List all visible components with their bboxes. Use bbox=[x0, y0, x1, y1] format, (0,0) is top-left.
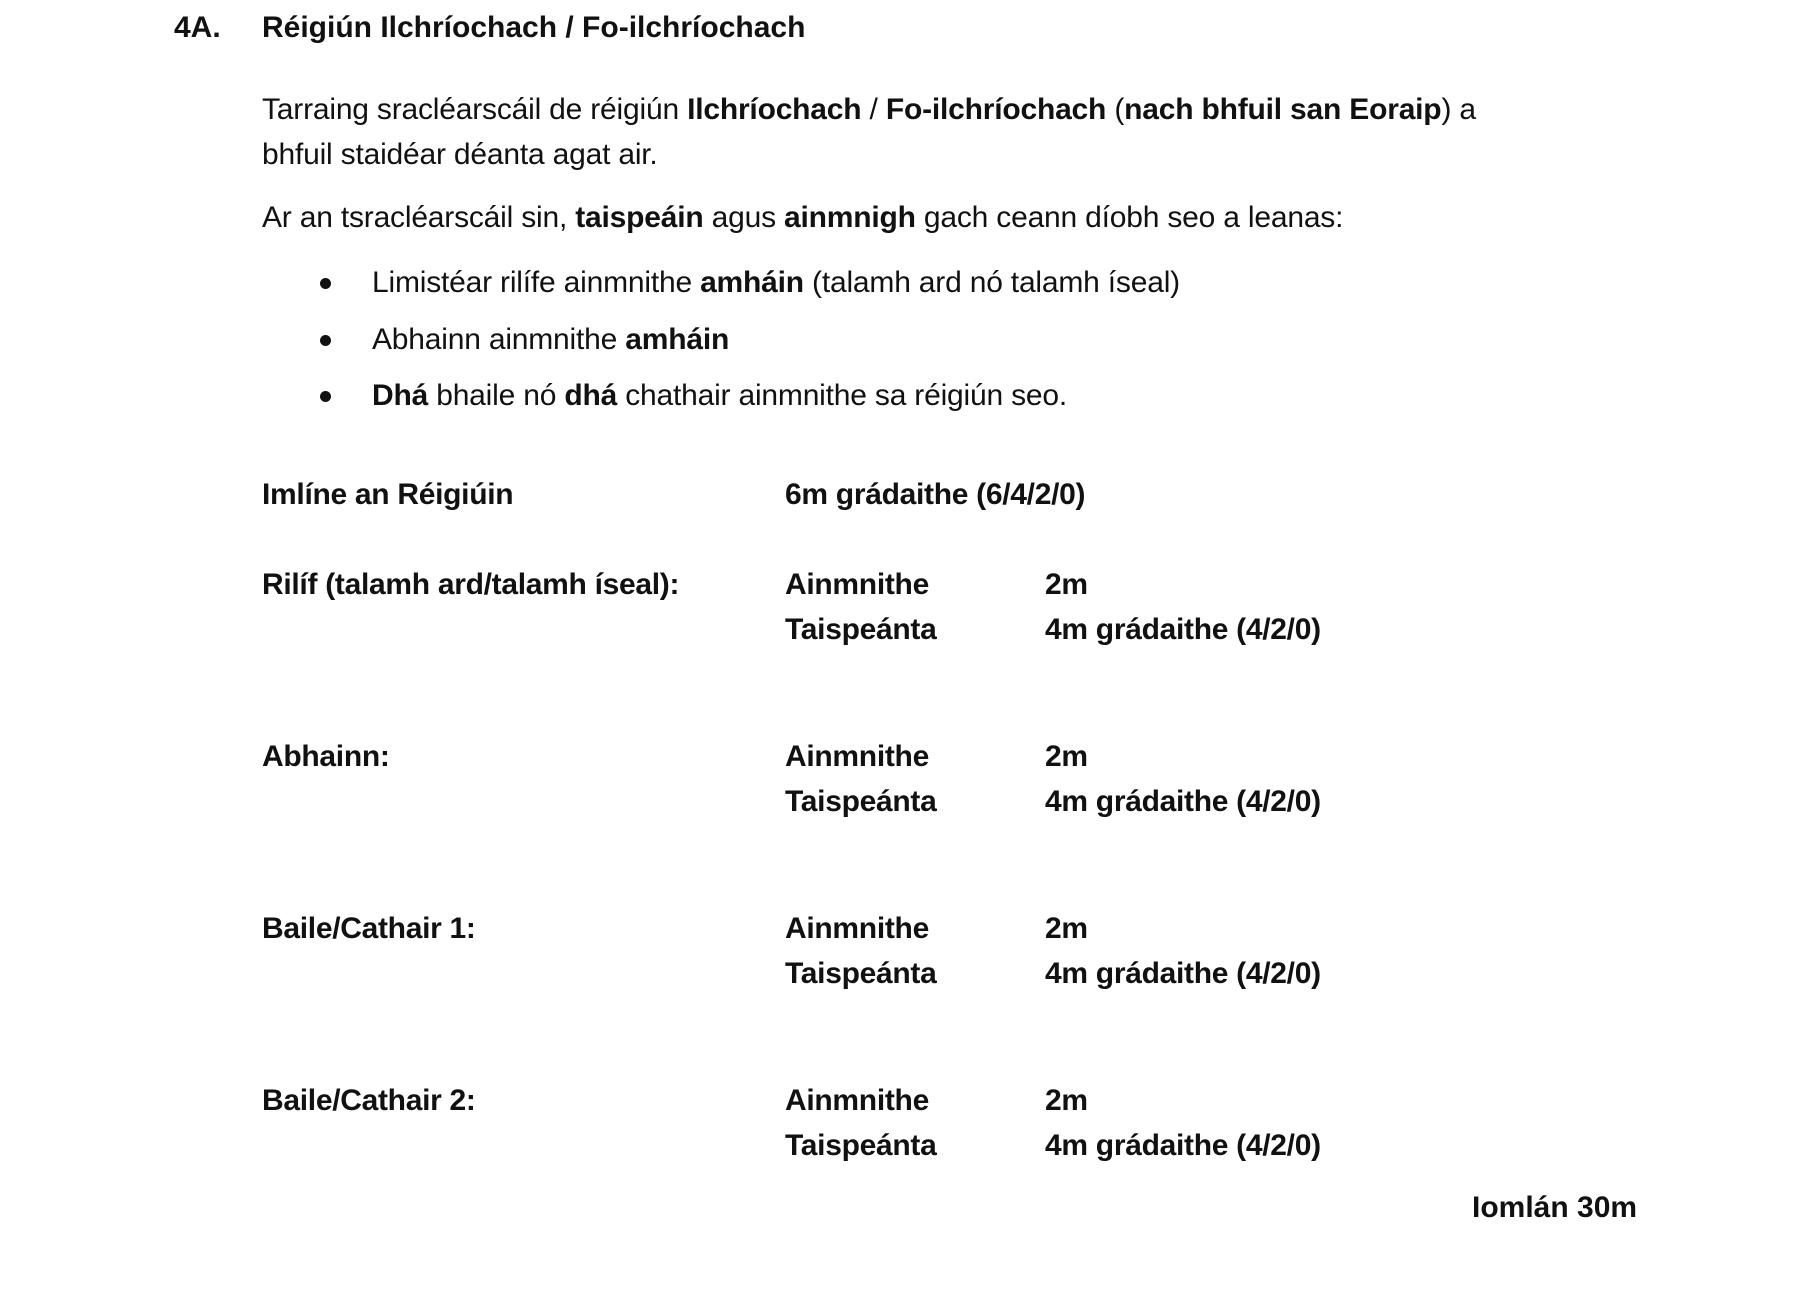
para1-bold-continental: Ilchríochach bbox=[687, 93, 862, 126]
instruction-paragraph-1 bbox=[262, 95, 1476, 125]
relief-shown-label: Taispeánta bbox=[785, 613, 937, 646]
bullet-text: (talamh ard nó talamh íseal) bbox=[803, 266, 1180, 299]
river-named-value: 2m bbox=[1045, 740, 1088, 773]
town1-named-value: 2m bbox=[1045, 912, 1088, 945]
river-label: Abhainn: bbox=[262, 740, 390, 773]
bullet-icon bbox=[320, 278, 331, 289]
para1-bold-not-europe: nach bhfuil san Eoraip bbox=[1124, 93, 1442, 126]
para1-text: ( bbox=[1106, 93, 1125, 126]
outline-value: 6m grádaithe (6/4/2/0) bbox=[785, 478, 1086, 511]
bullet-icon bbox=[320, 335, 331, 346]
para1-bold-subcontinental: Fo-ilchríochach bbox=[885, 93, 1107, 126]
relief-shown-value: 4m grádaithe (4/2/0) bbox=[1045, 613, 1321, 646]
bullet-bold: amháin bbox=[700, 266, 804, 299]
total-marks: Iomlán 30m bbox=[1472, 1191, 1638, 1224]
river-named-label: Ainmnithe bbox=[785, 740, 929, 773]
relief-named-value: 2m bbox=[1045, 568, 1088, 601]
bullet-icon bbox=[320, 391, 331, 402]
bullet-item-towns bbox=[372, 381, 1067, 411]
town1-shown-value: 4m grádaithe (4/2/0) bbox=[1045, 957, 1321, 990]
bullet-bold: dhá bbox=[564, 379, 618, 412]
town2-label: Baile/Cathair 2: bbox=[262, 1084, 476, 1117]
para2-bold-show: taispeáin bbox=[575, 201, 704, 234]
para2-text: agus bbox=[703, 201, 785, 234]
para1-text: Tarraing sracléarscáil de réigiún bbox=[262, 93, 688, 126]
town2-named-value: 2m bbox=[1045, 1084, 1088, 1117]
relief-named-label: Ainmnithe bbox=[785, 568, 929, 601]
bullet-bold: amháin bbox=[625, 323, 730, 356]
bullet-text: Limistéar rilífe ainmnithe bbox=[372, 266, 701, 299]
town2-named-label: Ainmnithe bbox=[785, 1084, 929, 1117]
bullet-item-river bbox=[372, 325, 729, 355]
bullet-text: chathair ainmnithe sa réigiún seo. bbox=[617, 379, 1068, 412]
para2-text: Ar an tsracléarscáil sin, bbox=[262, 201, 576, 234]
town2-shown-value: 4m grádaithe (4/2/0) bbox=[1045, 1129, 1321, 1162]
river-shown-value: 4m grádaithe (4/2/0) bbox=[1045, 785, 1321, 818]
town1-label: Baile/Cathair 1: bbox=[262, 912, 476, 945]
question-number: 4A. bbox=[174, 11, 221, 44]
bullet-bold: Dhá bbox=[372, 379, 429, 412]
instruction-paragraph-1-line-2: bhfuil staidéar déanta agat air. bbox=[262, 138, 658, 171]
para1-text: / bbox=[861, 93, 886, 126]
town1-named-label: Ainmnithe bbox=[785, 912, 929, 945]
para1-text: ) a bbox=[1441, 93, 1476, 126]
bullet-text: bhaile nó bbox=[428, 379, 565, 412]
bullet-item-relief bbox=[372, 268, 1180, 298]
outline-label: Imlíne an Réigiúin bbox=[262, 478, 514, 511]
bullet-text: Abhainn ainmnithe bbox=[372, 323, 626, 356]
relief-label: Rilíf (talamh ard/talamh íseal): bbox=[262, 568, 680, 601]
instruction-paragraph-2 bbox=[262, 203, 1343, 233]
river-shown-label: Taispeánta bbox=[785, 785, 937, 818]
para2-bold-name: ainmnigh bbox=[784, 201, 916, 234]
town1-shown-label: Taispeánta bbox=[785, 957, 937, 990]
question-title: Réigiún Ilchríochach / Fo-ilchríochach bbox=[262, 11, 806, 44]
para2-text: gach ceann díobh seo a leanas: bbox=[915, 201, 1344, 234]
town2-shown-label: Taispeánta bbox=[785, 1129, 937, 1162]
